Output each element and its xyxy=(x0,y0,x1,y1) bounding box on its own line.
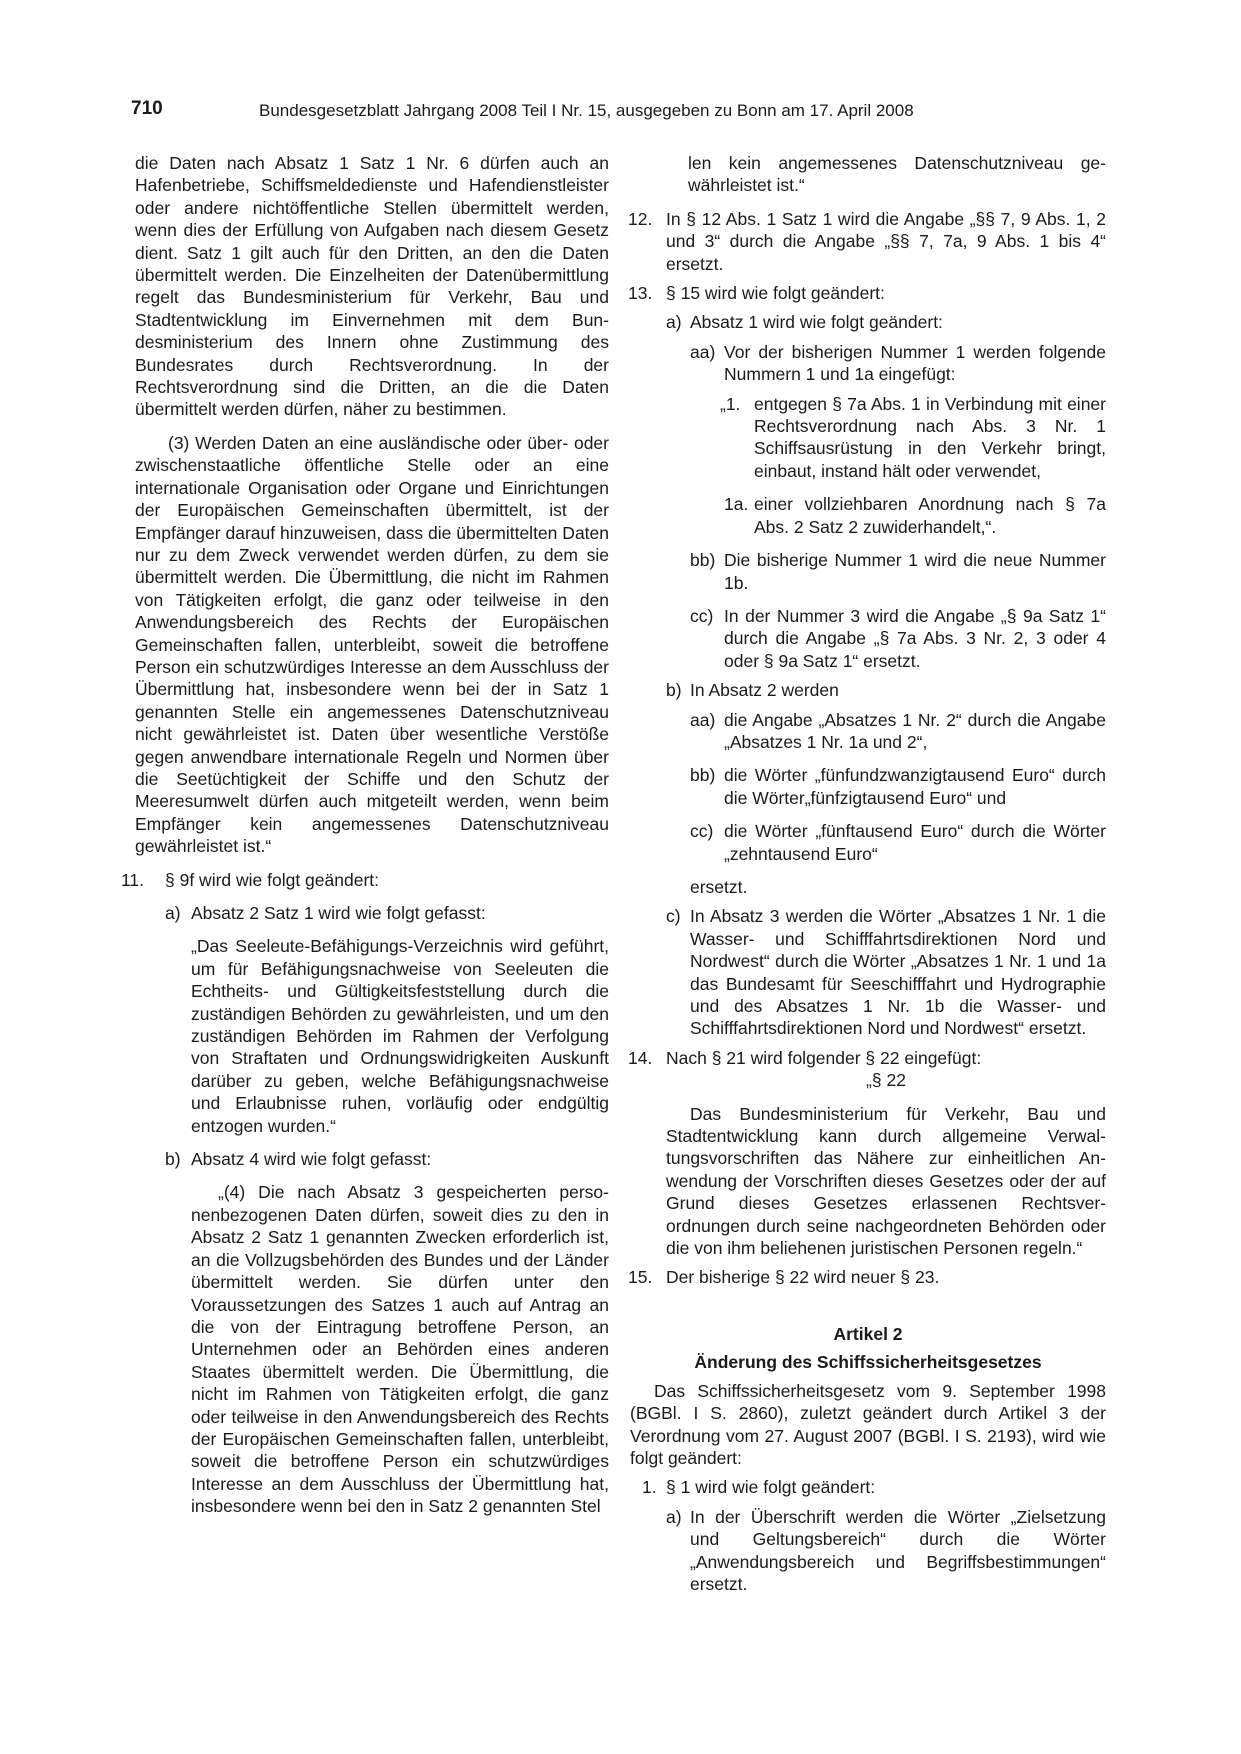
list-item-11 xyxy=(121,869,609,891)
item-number: aa) xyxy=(690,709,716,730)
item-number: b) xyxy=(666,680,682,701)
list-item-13b xyxy=(630,679,1106,701)
item-text: In Absatz 3 werden die Wörter „Absatzes 1 Nr. 1 die Wasser- und Schifffahrtsdirektionen Nord und Nordwest“ durch die Wörter „Absatzes 1 Nr. 1 und 1a das Bundesamt für Seeschifffahrt und Hydrographie und des Absatzes 1 Nr. 1b die Wasser- und Schifffahrtsdirektionen Nord und Nordwest“ ersetzt. xyxy=(690,906,1106,1039)
list-item-13 xyxy=(630,282,1106,304)
right-column xyxy=(630,152,1106,1595)
item-text: Absatz 1 wird wie folgt geändert: xyxy=(690,312,943,333)
article-item-1 xyxy=(630,1476,1106,1498)
left-column xyxy=(121,152,609,1518)
item-number: 15. xyxy=(628,1267,653,1288)
item-number: 1. xyxy=(642,1477,657,1498)
paragraph-3: (3) Werden Daten an eine ausländische oder über- oder zwischenstaatliche öffentliche Stelle oder an eine internationale Organisation oder Organe und Einrichtungen der Europäischen Gemeinschaften übermittelt, ist der Empfänger darauf hinzuweisen, dass die übermittelten Daten nur zu dem Zweck verwendet werden dürfen, zu dem sie übermittelt werden. Die Übermittlung, die nicht im Rahmen von Tätigkeiten erfolgt, die ganz oder teilweise in den Anwendungsbereich des Rechts der Europäischen Gemeinschaften fallen, unterbleibt, soweit die betroffene Person ein schutzwürdiges Interesse an dem Ausschluss der Übermittlung hat, insbesondere wenn bei der in Satz 1 genannten Stelle ein angemessenes Datenschutzniveau nicht gewährleistet ist. Daten über wesentliche Verstöße gegen anwendbare internationale Regeln und Normen über die Seetüchtigkeit der Schiffe und den Schutz der Meeresumwelt dürfen auch mitgeteilt werden, wenn beim Empfänger kein angemessenes Datenschutzniveau gewährleistet ist.“ xyxy=(135,432,609,857)
item-text: Absatz 4 wird wie folgt gefasst: xyxy=(191,1149,432,1170)
article-item-1a xyxy=(630,1506,1106,1596)
article-title: Artikel 2 xyxy=(833,1323,903,1344)
item-number: a) xyxy=(165,903,181,923)
article-intro: Das Schiffssicherheitsgesetz vom 9. September 1998 (BGBl. I S. 2860), zuletzt geändert durch Artikel 3 der Verordnung vom 27. August 2007 (BGBl. I S. 2193), wird wie folgt geändert: xyxy=(630,1380,1106,1468)
section-heading: „§ 22 xyxy=(866,1070,906,1091)
item-text: die Angabe „Absatzes 1 Nr. 2“ durch die Angabe „Absatzes 1 Nr. 1a und 2“, xyxy=(724,709,1106,752)
list-item-13b-aa xyxy=(630,709,1106,754)
item-number: a) xyxy=(666,1506,682,1527)
item-number: aa) xyxy=(690,341,716,362)
item-text: In Absatz 2 werden xyxy=(690,680,839,701)
quoted-number-1 xyxy=(630,393,1106,483)
list-item-12 xyxy=(630,208,1106,275)
continued-text: len kein angemessenes Datenschutzniveau gewährleistet ist.“ xyxy=(688,153,1106,196)
item-number: 11. xyxy=(121,869,145,890)
list-item-13a-aa xyxy=(630,341,1106,386)
item-text: Der bisherige § 22 wird neuer § 23. xyxy=(666,1267,940,1288)
item-text: § 1 wird wie folgt geändert: xyxy=(666,1477,876,1498)
item-number: 14. xyxy=(628,1047,653,1068)
item-number: 13. xyxy=(628,283,653,304)
item-text: Absatz 2 Satz 1 wird wie folgt gefasst: xyxy=(191,903,486,923)
list-item-11a xyxy=(135,902,609,924)
item-number: bb) xyxy=(690,765,716,786)
item-number: „1. xyxy=(720,393,741,414)
item-number: cc) xyxy=(690,605,714,626)
item-number: c) xyxy=(666,906,681,927)
item-number: b) xyxy=(165,1149,181,1170)
item-number: bb) xyxy=(690,550,716,571)
item-text: entgegen § 7a Abs. 1 in Verbindung mit einer Rechtsverordnung nach Abs. 3 Nr. 1 Schiffsausrüstung in den Verkehr bringt, einbaut, instand hält oder verwendet, xyxy=(754,393,1106,481)
list-item-15 xyxy=(630,1266,1106,1288)
item-text: Vor der bisherigen Nummer 1 werden folgende Nummern 1 und 1a eingefügt: xyxy=(724,341,1106,385)
item-text: § 9f wird wie folgt geändert: xyxy=(165,869,380,890)
list-item-13b-bb xyxy=(630,764,1106,809)
running-header: Bundesgesetzblatt Jahrgang 2008 Teil I Nr. 15, ausgegeben zu Bonn am 17. April 2008 xyxy=(259,101,914,120)
list-item-13c xyxy=(630,905,1106,1039)
item-text: Die bisherige Nummer 1 wird die neue Nummer 1b. xyxy=(724,550,1106,593)
list-item-13b-cc xyxy=(630,820,1106,865)
item-text: § 15 wird wie folgt geändert: xyxy=(666,283,885,304)
item-number: cc) xyxy=(690,821,714,842)
item-number: 1a. xyxy=(724,494,749,515)
article-subtitle: Änderung des Schiffssicherheitsgesetzes xyxy=(694,1352,1042,1373)
item-text: In der Überschrift werden die Wörter „Zielsetzung und Geltungsbereich“ durch die Wörter „Anwendungsbereich und Begriffsbestimmungen“ ersetzt. xyxy=(690,1506,1106,1594)
paragraph: die Daten nach Absatz 1 Satz 1 Nr. 6 dürfen auch an Hafenbetriebe, Schiffsmeldedienste und Hafendienstleister oder andere nichtöffentliche Stellen übermittelt werden, wenn dies der Erfüllung von Aufgaben nach diesem Gesetz dient. Satz 1 gilt auch für den Dritten, an den die Daten übermittelt werden. Die Einzelheiten der Datenübermittlung regelt das Bundesministerium für Verkehr, Bau und Stadtentwicklung im Einvernehmen mit dem Bundesministerium des Innern ohne Zustimmung des Bundesrates durch Rechtsverordnung. In der Rechtsverordnung sind die Dritten, an die die Daten übermittelt werden dürfen, näher zu bestimmen. xyxy=(135,153,609,420)
item-text: Nach § 21 wird folgender § 22 eingefügt: xyxy=(666,1047,982,1068)
item-text: die Wörter „fünfundzwanzigtausend Euro“ durch die Wörter„fünfzigtausend Euro“ und xyxy=(724,765,1106,808)
item-text: In der Nummer 3 wird die Angabe „§ 9a Satz 1“ durch die Angabe „§ 7a Abs. 3 Nr. 2, 3 oder 4 oder § 9a Satz 1“ ersetzt. xyxy=(724,605,1106,671)
list-item-11b xyxy=(135,1148,609,1170)
quoted-number-1a xyxy=(630,493,1106,538)
list-item-13a-cc xyxy=(630,605,1106,672)
item-text: die Wörter „fünftausend Euro“ durch die Wörter „zehntausend Euro“ xyxy=(724,821,1106,864)
quote-block: „(4) Die nach Absatz 3 gespeicherten personenbezogenen Daten dürfen, soweit dies zu den in Absatz 2 Satz 1 genannten Zwecken erforderlich ist, an die Vollzugsbehörden des Bundes und der Länder übermittelt werden. Sie dürfen unter den Voraussetzungen des Satzes 1 auch auf Antrag an die von der Eintragung betroffene Person, an Unternehmen oder an Behörden eines anderen Staates übermittelt werden. Die Übermittlung, die nicht im Rahmen von Tätigkeiten erfolgt, die ganz oder teilweise in den Anwendungsbereich des Rechts der Europäischen Gemeinschaften fallen, unterbleibt, soweit die betroffene Person ein schutzwürdiges Interesse an dem Ausschluss der Übermittlung hat, insbesondere wenn bei den in Satz 2 genannten Stel xyxy=(191,1182,609,1517)
item-number: 12. xyxy=(628,208,653,229)
item-text: In § 12 Abs. 1 Satz 1 wird die Angabe „§§ 7, 9 Abs. 1, 2 und 3“ durch die Angabe „§§ 7, 7a, 9 Abs. 1 bis 4“ ersetzt. xyxy=(666,208,1106,274)
item-text: ersetzt. xyxy=(690,876,748,897)
page-number: 710 xyxy=(131,98,163,119)
list-item-13a-bb xyxy=(630,549,1106,594)
section-text: Das Bundesministerium für Verkehr, Bau und Stadtentwicklung kann durch allgemeine Verwaltungsvorschriften das Nähere zur einheitlichen Anwendung der Vorschriften dieses Gesetzes oder der auf Grund dieses Gesetzes erlassenen Rechtsverordnungen durch seine nachgeordneten Behörden oder die von ihm beliehenen juristischen Personen regeln.“ xyxy=(666,1103,1106,1259)
item-number: a) xyxy=(666,312,682,333)
list-item-13a xyxy=(630,311,1106,333)
quote-block: „Das Seeleute-Befähigungs-Verzeichnis wird geführt, um für Befähigungsnachweise von Seeleuten die Echtheits- und Gültigkeitsfeststellung durch die zuständigen Behörden zu gewährleisten, und um den zuständigen Behörden im Rahmen der Verfolgung von Straftaten und Ordnungswidrigkeiten Auskunft darüber zu geben, welche Befähigungsnachweise und Erlaubnisse ruhen, vorläufig oder endgültig entzogen wurden.“ xyxy=(191,936,609,1136)
list-item-14 xyxy=(630,1047,1106,1069)
item-text: einer vollziehbaren Anordnung nach § 7a Abs. 2 Satz 2 zuwiderhandelt,“. xyxy=(754,494,1106,537)
